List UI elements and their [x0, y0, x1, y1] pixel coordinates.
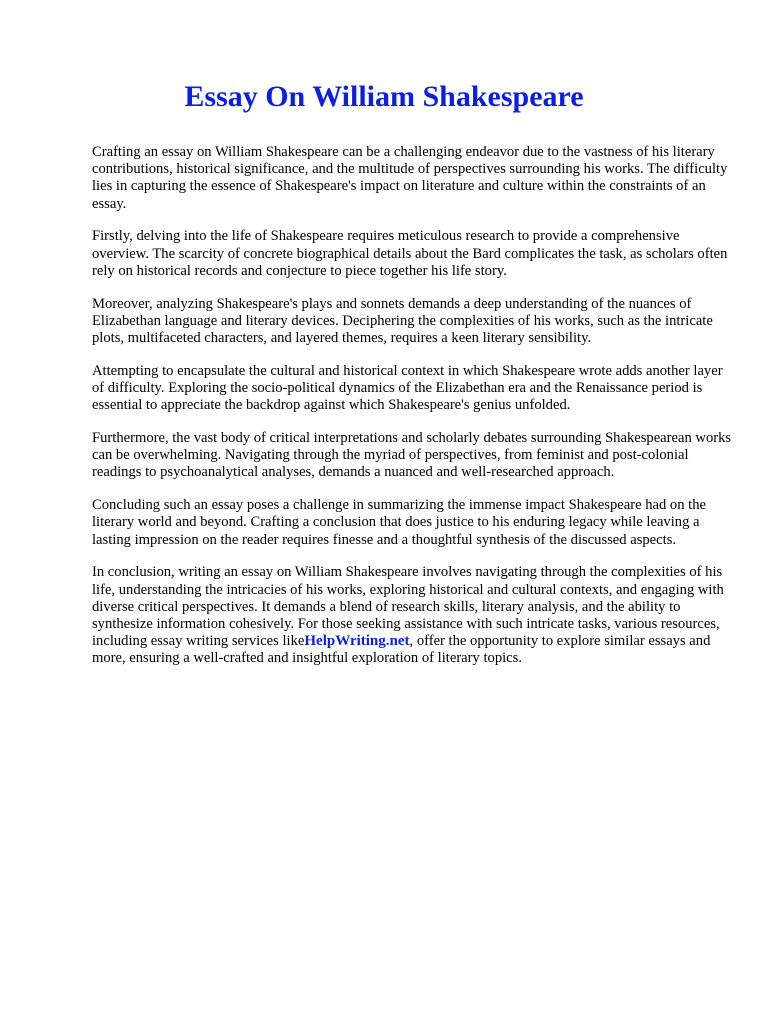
paragraph-4: Attempting to encapsulate the cultural and historical context in which Shakespeare wrote adds another layer of difficulty. Exploring the socio-political dynamics of the Elizabethan era and the Renaissance period is essential to appreciate the backdrop against which Shakespeare's genius unfolded. [92, 362, 723, 414]
paragraph-6: Concluding such an essay poses a challenge in summarizing the immense impact Shakespeare had on the literary world and beyond. Crafting a conclusion that does justice to his enduring legacy while leaving a lasting impression on the reader requires finesse and a thoughtful synthesis of the discussed aspects. [92, 497, 706, 548]
conclusion-text-before-link: In conclusion, writing an essay on William Shakespeare involves navigating through the complexities of his life, understanding the intricacies of his works, exploring historical and cultural contexts, and engaging with diverse critical perspectives. It demands a blend of research skills, literary analysis, and the ability to synthesize information cohesively. For those seeking assistance with such intricate tasks, various resources, including essay writing services like [92, 564, 724, 650]
helpwriting-link[interactable]: HelpWriting.net [304, 633, 410, 650]
paragraph-2: Firstly, delving into the life of Shakespeare requires meticulous research to provide a comprehensive overview. The scarcity of concrete biographical details about the Bard complicates the task, as scholars often rely on historical records and conjecture to piece together his life story. [92, 228, 728, 279]
paragraph-3: Moreover, analyzing Shakespeare's plays and sonnets demands a deep understanding of the nuances of Elizabethan language and literary devices. Deciphering the complexities of his works, such as the intricate plots, multifaceted characters, and layered themes, requires a keen literary sensibility. [92, 295, 713, 347]
conclusion-text-after-link: , offer the opportunity to explore similar essays and more, ensuring a well-crafted and insightful exploration of literary topics. [92, 633, 711, 667]
paragraph-5: Furthermore, the vast body of critical interpretations and scholarly debates surrounding Shakespearean works can be overwhelming. Navigating through the myriad of perspectives, from feminist and post-colonial readings to psychoanalytical analyses, demands a nuanced and well-researched approach. [92, 430, 732, 481]
paragraph-conclusion [92, 564, 732, 667]
document-title: Essay On William Shakespeare [184, 80, 584, 113]
paragraph-1: Crafting an essay on William Shakespeare can be a challenging endeavor due to the vastness of his literary contributions, historical significance, and the multitude of perspectives surrounding his works. The difficulty lies in capturing the essence of Shakespeare's impact on literature and culture within the constraints of an essay. [92, 144, 728, 212]
document-body [92, 144, 732, 683]
